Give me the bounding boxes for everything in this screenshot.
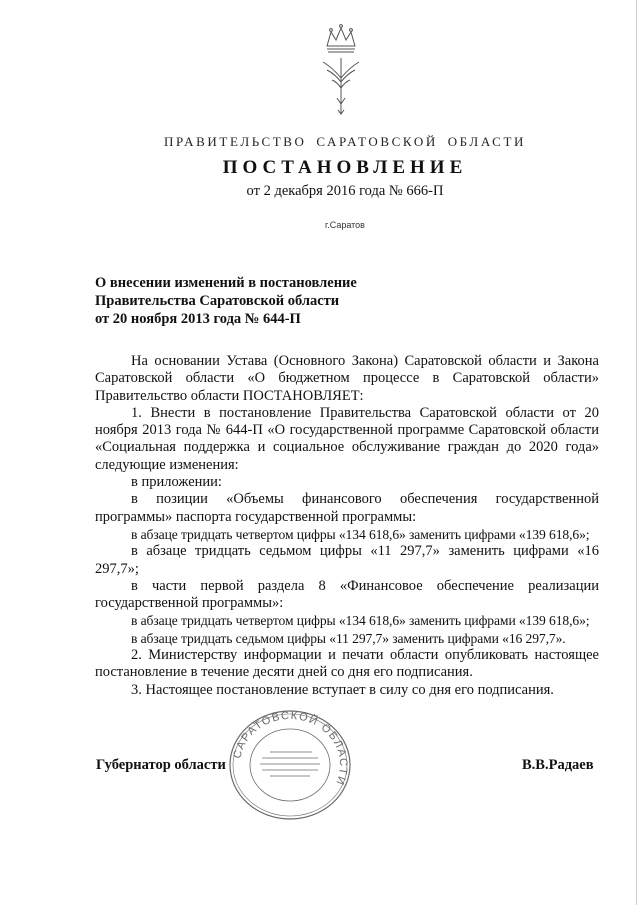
body-paragraph: в приложении: (131, 474, 222, 491)
seal-ring-text: САРАТОВСКОЙ ОБЛАСТИ (231, 709, 350, 788)
signatory-name: В.В.Радаев (522, 757, 594, 773)
document-subject (95, 274, 415, 328)
document-body (95, 353, 599, 699)
body-paragraph: в части первой раздела 8 «Финансовое обеспечение реализации государственной программы»: (95, 577, 599, 612)
subject-line: Правительства Саратовской области (95, 293, 340, 309)
crown-emblem-icon (313, 18, 369, 118)
official-seal (226, 708, 354, 822)
document-city: г.Саратов (325, 220, 365, 230)
subject-line: от 20 ноября 2013 года № 644-П (95, 311, 301, 327)
body-paragraph: 3. Настоящее постановление вступает в силу со дня его подписания. (131, 681, 554, 698)
document-date-number: от 2 декабря 2016 года № 666-П (246, 183, 444, 199)
organization-name: ПРАВИТЕЛЬСТВО САРАТОВСКОЙ ОБЛАСТИ (164, 134, 526, 149)
subject-line: О внесении изменений в постановление (95, 275, 357, 291)
body-paragraph: в абзаце тридцать седьмом цифры «11 297,7» заменить цифрами «16 297,7». (131, 630, 566, 646)
body-paragraph: в абзаце тридцать седьмом цифры «11 297,7» заменить цифрами «16 297,7»; (95, 543, 599, 577)
body-paragraph: в абзаце тридцать четвертом цифры «134 618,6» заменить цифрами «139 618,6»; (131, 613, 590, 629)
signatory-position: Губернатор области (96, 757, 226, 773)
body-paragraph: На основании Устава (Основного Закона) Саратовской области и Закона Саратовской области «О бюджетном процессе в Саратовской области» Правительство области ПОСТАНОВЛЯЕТ: (95, 353, 599, 404)
body-paragraph: в абзаце тридцать четвертом цифры «134 618,6» заменить цифрами «139 618,6»; (131, 526, 590, 542)
document-type: ПОСТАНОВЛЕНИЕ (222, 157, 468, 178)
body-paragraph: 2. Министерству информации и печати области опубликовать настоящее постановление в течение десяти дней со дня его подписания. (95, 647, 599, 681)
body-paragraph: 1. Внести в постановление Правительства Саратовской области от 20 ноября 2013 года № 644-П «О государственной программе Саратовской области «Социальная поддержка и социальное обслуживание граждан до 2020 года» следующие изменения: (95, 404, 599, 473)
body-paragraph: в позиции «Объемы финансового обеспечения государственной программы» паспорта государственной программы: (95, 491, 599, 525)
